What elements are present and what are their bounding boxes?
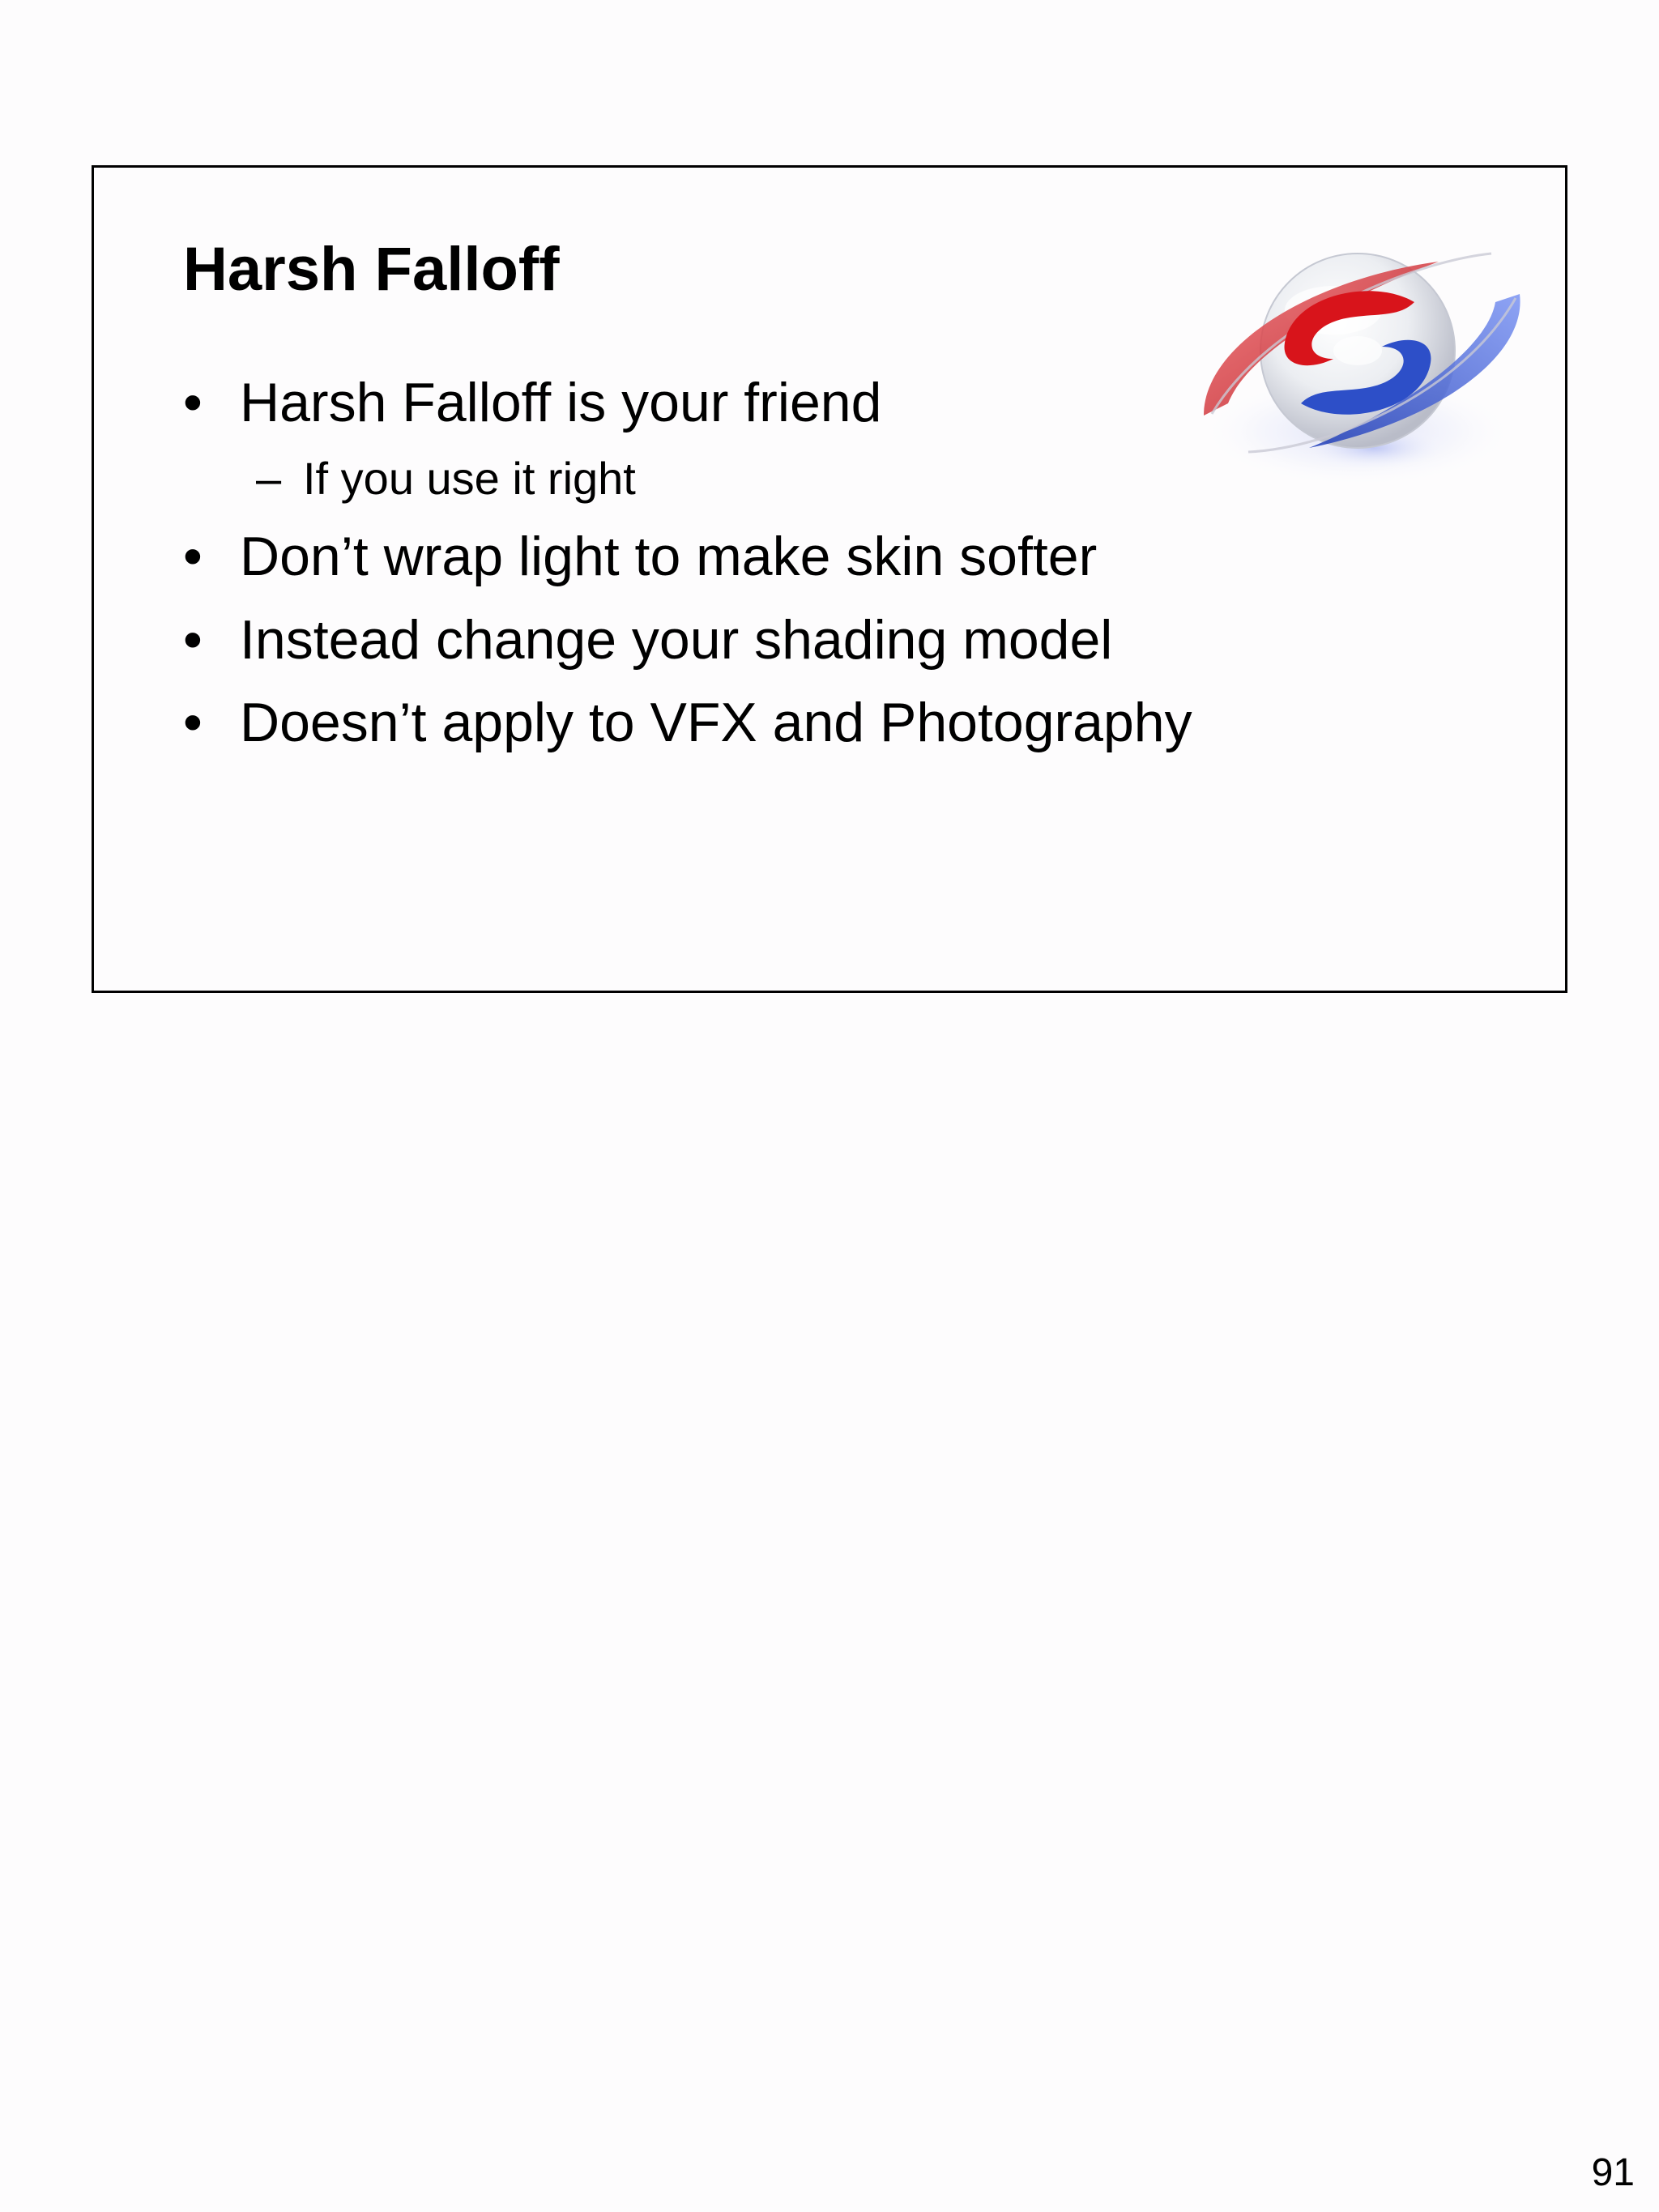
bullet-text: Harsh Falloff is your friend: [240, 372, 882, 433]
slide-frame: [92, 165, 1567, 993]
swirl-sphere-logo-icon: [1171, 205, 1560, 513]
page-number: 91: [1591, 2151, 1635, 2194]
bullet-marker: •: [183, 609, 203, 671]
bullet-marker: •: [183, 372, 203, 433]
bullet-text: Instead change your shading model: [240, 609, 1113, 671]
bullet-text: Doesn’t apply to VFX and Photography: [240, 692, 1192, 753]
sub-bullet-text: If you use it right: [303, 453, 636, 504]
slide-title: Harsh Falloff: [183, 235, 560, 304]
bullet-marker: •: [183, 692, 203, 753]
bullet-marker: •: [183, 526, 203, 587]
sub-bullet-marker: –: [256, 453, 282, 504]
bullet-text: Don’t wrap light to make skin softer: [240, 526, 1098, 587]
